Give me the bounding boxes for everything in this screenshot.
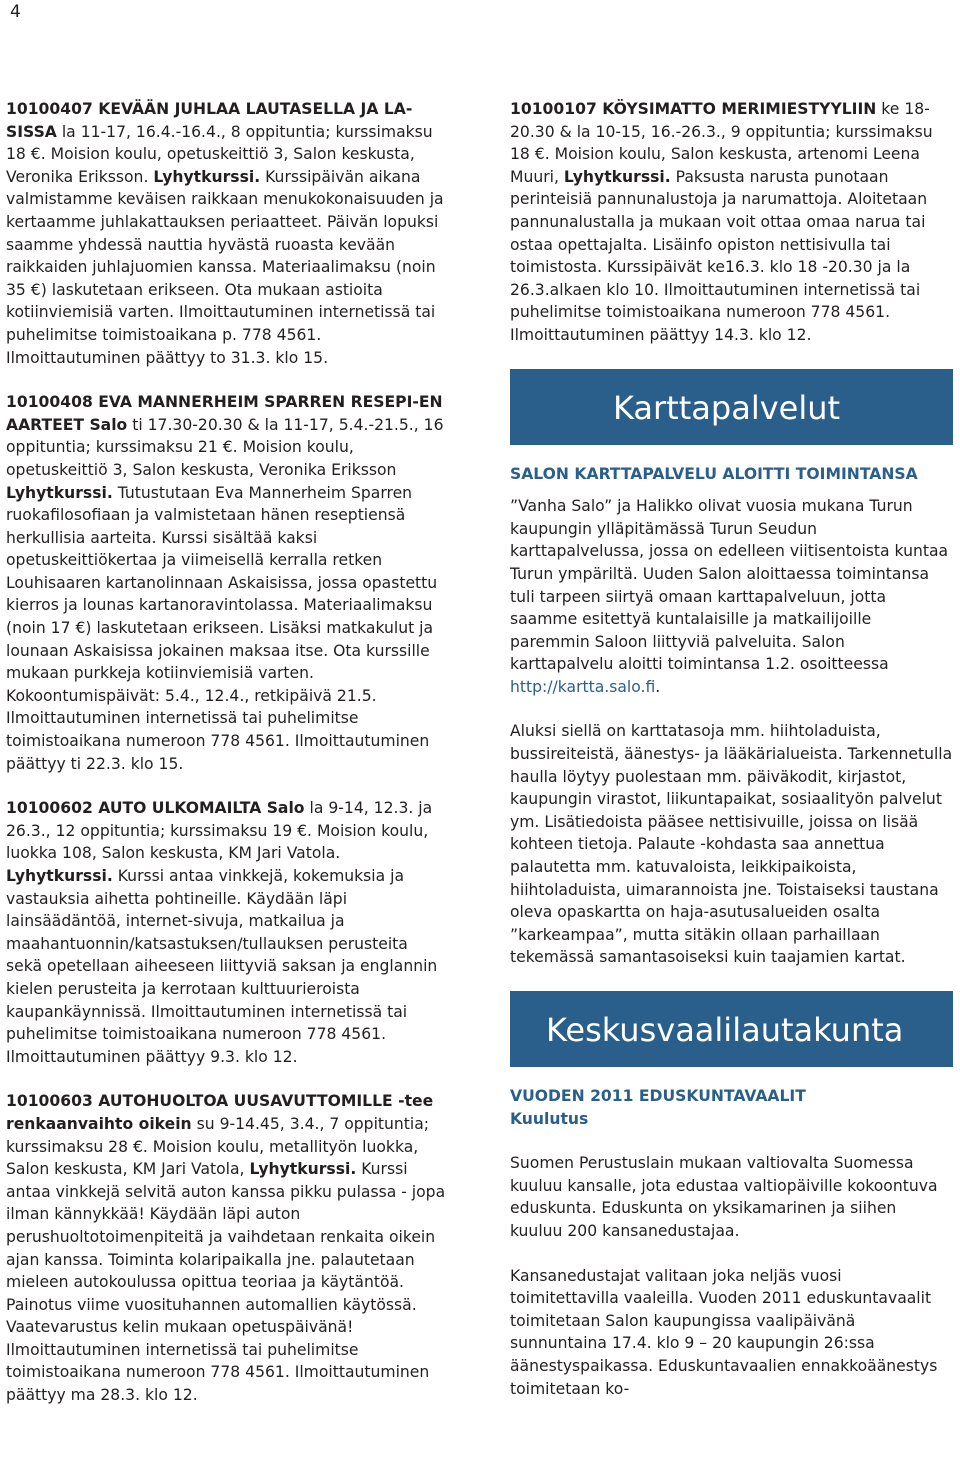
course-details: ke 18-20.30 & la 10-15, 16.-26.3., 9 oppituntia; kurssimaksu 18 €. Moision koulu, Salon keskusta, artenomi Leena Muuri, — [510, 100, 933, 186]
kuulutus-subheading: Kuulutus — [510, 1109, 589, 1128]
course-heading: 10100408 EVA MANNERHEIM SPARREN RESEPI-EN AARTEET Salo — [6, 393, 443, 434]
karttapalvelut-subheading: SALON KARTTAPALVELU ALOITTI TOIMINTANSA — [510, 464, 918, 483]
link-period: . — [655, 677, 661, 696]
course-type-label: Lyhytkurssi. — [153, 167, 261, 186]
course-type-label: Lyhytkurssi. — [249, 1160, 357, 1179]
course-heading: 10100107 KÖYSIMATTO MERIMIESTYYLIIN — [510, 100, 877, 118]
course-entry — [6, 797, 448, 1068]
course-type-label: Lyhytkurssi. — [6, 483, 113, 502]
kartta-link[interactable]: http://kartta.salo.fi — [510, 677, 656, 696]
course-description: Kurssi antaa vinkkejä selvitä auton kanssa pikku pulassa - jopa ilman kännykkää! Käydään läpi auton perushuoltotoimenpiteitä ja vaihdetaan renkaita oikein ajan kanssa. Toiminta kolaripaikalla jne. palautetaan mieleen autokoulussa opittua teoriaa ja käytäntöä. Painotus viime vuosituhannen automallien käytössä. Vaatevarustus kelin mukaan opetuspäivänä! Ilmoittautuminen internetissä tai puhelimitse toimistoaikana numeroon 778 4561. Ilmoittautuminen päättyy ma 28.3. klo 12. — [6, 1160, 446, 1405]
vaalit-paragraph-2: Kansanedustajat valitaan joka neljäs vuosi toimitettavilla vaaleilla. Vuoden 2011 eduskuntavaalit toimitetaan Salon kaupungissa vaalipäivänä sunnuntaina 17.4. klo 9 – 20 kaupungin 26:ssa äänestyspaikassa. Eduskuntavaalien ennakkoäänestys toimitetaan ko- — [510, 1266, 938, 1398]
karttapalvelut-paragraph — [510, 495, 953, 698]
course-heading: 10100603 AUTOHUOLTOA UUSAVUTTOMILLE -tee renkaanvaihto oikein — [6, 1092, 434, 1133]
vaalit-paragraph-1: Suomen Perustuslain mukaan valtiovalta Suomessa kuuluu kansalle, jota edustaa valtiopäiville kokoontuva eduskunta. Eduskunta on yksikamarinen ja siihen kuuluu 200 kansanedustajaa. — [510, 1154, 938, 1240]
course-description: Tutustutaan Eva Mannerheim Sparren ruokafilosofiaan ja valmistetaan hänen reseptiensä herkullisia aarteita. Kurssi sisältää kaksi opetuskeittiökertaa ja viimeisellä kerralla retken Louhisaaren kartanolinnaan Askaisissa, jossa opastettu kierros ja lounas kartanoravintolassa. Materiaalimaksu (noin 17 €) laskutetaan erikseen. Lisäksi matkakulut ja lounaan Askaisissa jokainen maksaa itse. Ota kurssille mukaan purkkeja kotiinviemisiä varten. Kokoontumispäivät: 5.4., 12.4., retkipäivä 21.5. Ilmoittautuminen internetissä tai puhelimitse toimistoaikana numeroon 778 4561. Ilmoittautuminen päättyy ti 22.3. klo 15. — [6, 483, 438, 773]
course-type-label: Lyhytkurssi. — [6, 867, 113, 885]
course-heading: 10100407 KEVÄÄN JUHLAA LAUTASELLA JA LA-SISSA — [6, 100, 413, 141]
course-description: Kurssipäivän aikana valmistamme keväisen raikkaan menukokonaisuuden ja kertaamme juhlakattauksen periaatteet. Päivän lopuksi saamme yhdessä nauttia hyvästä ruoasta kevään raikkaiden juhlajuomien kanssa. Materiaalimaksu (noin 35 €) laskutetaan erikseen. Ota mukaan astioita kotiinviemisiä varten. Ilmoittautuminen internetissä tai puhelimitse toimistoaikana p. 778 4561. Ilmoittautuminen päättyy to 31.3. klo 15. — [6, 167, 444, 367]
karttapalvelut-paragraph-2: Aluksi siellä on karttatasoja mm. hiihtoladuista, bussireiteistä, äänestys- ja lääkärialueista. Tarkennetulla haulla löytyy puolestaan mm. päiväkodit, kirjastot, kaupungin virastot, liikuntapaikat, sosiaalityön palvelut ym. Lisätiedoista pääsee nettisivuille, joissa on lisää kohteen tietoja. Palaute -kohdasta saa annettua palautetta mm. katuvaloista, leikkipaikoista, hiihtoladuista, uimarannoista jne. Toistaiseksi taustana oleva opaskartta on haja-asutusalueiden osalta ”karkeampaa”, mutta sitäkin ollaan parhaillaan tekemässä samantasoiseksi kuin taajamien kartat. — [510, 722, 953, 967]
karttapalvelut-text: ”Vanha Salo” ja Halikko olivat vuosia mukana Turun kaupungin ylläpitämässä Turun Seudun karttapalvelussa, jossa on edelleen viitisentoista kuntaa Turun ympäriltä. Uuden Salon aloittaessa toimintansa tuli tarpeen siirtyä omaan karttapalveluun, jotta saamme esitettyä kuntalaisille ja matkailijoille paremmin Saloon liittyviä palveluita. Salon karttapalvelu aloitti toimintansa 1.2. osoitteessa — [510, 497, 949, 674]
course-entry — [6, 391, 448, 775]
course-heading: 10100602 AUTO ULKOMAILTA Salo — [6, 799, 305, 818]
course-entry — [6, 98, 448, 369]
course-entry — [6, 1090, 448, 1406]
course-type-label: Lyhytkurssi. — [563, 167, 671, 186]
course-details: la 9-14, 12.3. ja 26.3., 12 oppituntia; kurssimaksu 19 €. Moision koulu, luokka 108, Salon keskusta, KM Jari Vatola. — [6, 799, 433, 863]
course-details: la 11-17, 16.4.-16.4., 8 oppituntia; kurssimaksu 18 €. Moision koulu, opetuskeittiö 3, Salon keskusta, Veronika Eriksson. — [6, 122, 433, 186]
right-column — [510, 98, 953, 1422]
course-entry — [510, 98, 953, 347]
course-description: Kurssi antaa vinkkejä, kokemuksia ja vastauksia aihetta pohtineille. Käydään läpi lainsäädäntöä, internet-sivuja, matkailua ja maahantuonnin/katsastuksen/tullauksen perusteita sekä opetellaan aiheeseen liittyviä saksan ja englannin kielen perusteita ja kerrotaan kulttuurieroista kaupankäynnissä. Ilmoittautuminen internetissä tai puhelimitse toimistoaikana numeroon 778 4561. Ilmoittautuminen päättyy 9.3. klo 12. — [6, 867, 438, 1066]
keskusvaalilautakunta-banner: Keskusvaalilautakunta — [510, 991, 953, 1067]
course-details: su 9-14.45, 3.4., 7 oppituntia; kurssimaksu 28 €. Moision koulu, metallityön luokka, Salon keskusta, KM Jari Vatola, — [6, 1114, 430, 1179]
karttapalvelut-banner: Karttapalvelut — [510, 369, 953, 445]
vaalit-subheading: VUODEN 2011 EDUSKUNTAVAALIT — [510, 1087, 806, 1105]
page-number: 4 — [10, 2, 21, 22]
left-column — [6, 98, 448, 1429]
course-details: ti 17.30-20.30 & la 11-17, 5.4.-21.5., 16 oppituntia; kurssimaksu 21 €. Moision koulu, opetuskeittiö 3, Salon keskusta, Veronika Eriksson — [6, 415, 444, 479]
course-description: Paksusta narusta punotaan perinteisiä pannunalustoja ja narumattoja. Aloitetaan pannunalustalla ja mukaan voit ottaa omaa narua tai ostaa opettajalta. Lisäinfo opiston nettisivulla tai toimistosta. Kurssipäivät ke16.3. klo 18 -20.30 ja la 26.3.alkaen klo 10. Ilmoittautuminen internetissä tai puhelimitse toimistoaikana numeroon 778 4561. Ilmoittautuminen päättyy 14.3. klo 12. — [510, 167, 928, 344]
